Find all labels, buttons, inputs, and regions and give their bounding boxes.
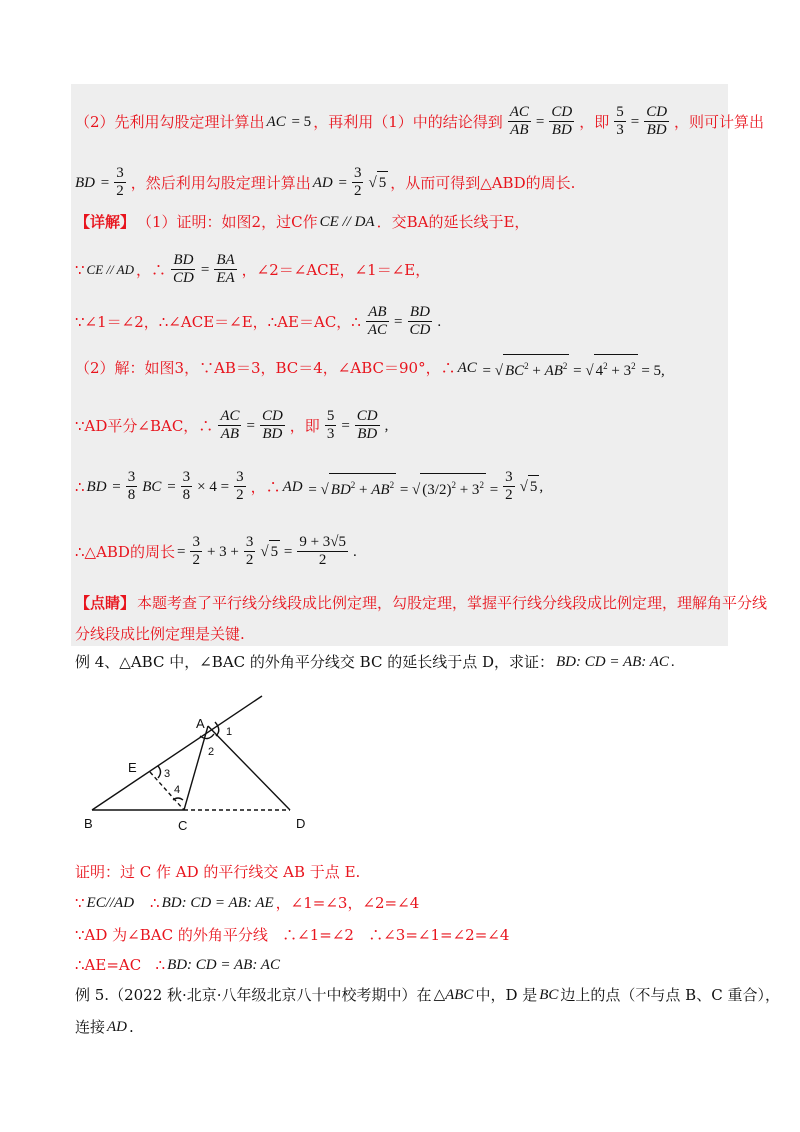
proof-line-4 xyxy=(75,954,280,976)
detail-line-5: ∵AD平分∠BAC，∴ $\frac{AC}{AB}$ = $\frac{CD}{BD}$ ，即 $\frac{5}{3}$ = $\frac{CD}{BD}$ , xyxy=(75,408,389,442)
analysis-text: ，然后利用勾股定理计算出 xyxy=(130,173,311,192)
detail-line-2: ∵ CE // AD ，∴ $\frac{BD}{CD}$ = $\frac{BA}{EA}$ ，∠2＝∠ACE，∠1＝∠E， xyxy=(75,252,431,286)
fraction-cd-bd: $\frac{CD}{BD}$ xyxy=(261,408,283,442)
detail-text: ．交BA的延长线于E， xyxy=(376,213,530,231)
proof-line-3 xyxy=(75,924,509,946)
example5-line-1 xyxy=(75,984,780,1006)
example5-text: 连接 xyxy=(75,1018,106,1036)
proof-text: ∴AE=AC ∴ xyxy=(75,956,166,974)
fraction-5-3: $\frac{5}{3}$ xyxy=(326,408,335,442)
example5-text: 中，D 是 xyxy=(475,986,538,1004)
detail-text: ∴△ABD的周长 xyxy=(75,542,175,561)
label-b: B xyxy=(84,816,93,831)
detail-text: （2）解：如图3，∵AB＝3，BC＝4，∠ABC＝90°，∴ xyxy=(75,359,456,377)
fraction-bd-cd: $\frac{BD}{CD}$ xyxy=(409,304,431,338)
fraction-ab-ac: $\frac{AB}{AC}$ xyxy=(367,304,388,338)
proof-text: ∴ xyxy=(150,894,160,912)
proof-formula: BD: CD = AB: AC xyxy=(167,957,280,973)
fraction-5-3: $\frac{5}{3}$ xyxy=(616,104,624,138)
review-line-1 xyxy=(75,592,767,614)
analysis-text: ，从而可得到△ABD的周长. xyxy=(390,173,576,192)
proof-line-2 xyxy=(75,892,419,914)
fraction-3-2: $\frac{3}{2}$ xyxy=(116,165,124,199)
detail-text: ∵AD平分∠BAC，∴ xyxy=(75,416,214,435)
analysis-line-1: （2）先利用勾股定理计算出 AC = 5 ，再利用（1）中的结论得到 $\frac{AC}{AB}$ = $\frac{CD}{BD}$ ，即 $\frac{5}{3}$ = $\frac{CD}{BD}$ ，则可计算出 xyxy=(75,104,765,138)
angle-label-2: 2 xyxy=(208,746,215,758)
proof-formula: EC//AD xyxy=(86,895,135,911)
detail-line-6: ∴ BD = $\frac{3}{8}$ BC = $\frac{3}{8}$ × 4 = $\frac{3}{2}$ ，∴ AD = √ $BD^2 + AB^2$ = √ $(3/2)^2 + 3^2$ = $\frac{3}{2}$ √ 5 , xyxy=(75,469,544,503)
detail-line-1: 【详解】 （1）证明：如图2，过C作 CE // DA ．交BA的延长线于E， xyxy=(75,213,530,231)
example4-text: 例 4、△ABC 中，∠BAC 的外角平分线交 BC 的延长线于点 D，求证： xyxy=(75,653,555,671)
geometry-figure xyxy=(70,682,330,842)
detail-text: ∵ xyxy=(75,260,85,279)
detail-heading: 【详解】 xyxy=(75,213,136,231)
angle-3-arc xyxy=(158,766,161,778)
analysis-text: ，再利用（1）中的结论得到 xyxy=(313,112,503,131)
label-a: A xyxy=(196,716,205,731)
detail-line-4: （2）解：如图3，∵AB＝3，BC＝4，∠ABC＝90°，∴ AC = √ $BC^2 + AB^2$ = √ $4^2 + 3^2 = 5$, xyxy=(75,354,665,382)
angle-label-3: 3 xyxy=(164,768,171,780)
fraction-cd-bd: $\frac{CD}{BD}$ xyxy=(356,408,378,442)
analysis-line-2: BD = $\frac{3}{2}$ ，然后利用勾股定理计算出 AD = $\frac{3}{2}$ √ 5 ，从而可得到△ABD的周长. xyxy=(75,165,576,199)
proof-text: ∵AD 为∠BAC 的外角平分线 ∴∠1=∠2 ∴∠3=∠1=∠2=∠4 xyxy=(75,926,510,944)
angle-label-1: 1 xyxy=(226,726,233,738)
example5-formula: BC xyxy=(539,987,559,1003)
proof-formula: BD: CD = AB: AE xyxy=(161,895,274,911)
segment-ad xyxy=(208,726,290,810)
example5-formula: AD xyxy=(107,1019,128,1035)
example4-formula: BD: CD = AB: AC xyxy=(556,654,669,670)
fraction-cd-bd-2: $\frac{CD}{BD}$ xyxy=(646,104,668,138)
detail-text: （1）证明：如图2，过C作 xyxy=(137,213,318,231)
label-c: C xyxy=(178,818,188,833)
detail-text: ∵∠1＝∠2，∴∠ACE＝∠E，∴AE＝AC，∴ xyxy=(75,312,361,331)
review-heading: 【点睛】 xyxy=(75,594,136,612)
detail-line-7: ∴△ABD的周长 = $\frac{3}{2}$ + 3 + $\frac{3}{2}$ √ 5 = $\frac{9 + 3√5}{2}$ . xyxy=(75,534,357,568)
detail-text: ，∴ xyxy=(135,260,166,279)
fraction-3-2: $\frac{3}{2}$ xyxy=(353,165,362,199)
detail-text: ，∴ xyxy=(250,477,281,496)
review-text: 本题考查了平行线分线段成比例定理，勾股定理，掌握平行线分线段成比例定理，理解角平分线 xyxy=(137,594,768,612)
proof-text: ，∠1=∠3，∠2=∠4 xyxy=(275,894,420,912)
example5-line-2 xyxy=(75,1016,134,1038)
fraction-ba-ea: $\frac{BA}{EA}$ xyxy=(216,252,235,286)
fraction-ac-ab: $\frac{AC}{AB}$ xyxy=(509,104,529,138)
detail-line-3: ∵∠1＝∠2，∴∠ACE＝∠E，∴AE＝AC，∴ $\frac{AB}{AC}$ = $\frac{BD}{CD}$ . xyxy=(75,304,442,338)
fraction-ac-ab: $\frac{AC}{AB}$ xyxy=(220,408,240,442)
analysis-text: ，即 xyxy=(579,112,610,131)
angle-4-arc xyxy=(173,798,183,800)
detail-text: ，∠2＝∠ACE，∠1＝∠E， xyxy=(241,260,431,279)
detail-text: ，即 xyxy=(289,416,320,435)
review-line-2 xyxy=(75,623,245,645)
proof-text: ∵ xyxy=(75,894,85,912)
proof-text: 证明：过 C 作 AD 的平行线交 AB 于点 E. xyxy=(75,863,361,881)
example5-text: 例 5.（2022 秋·北京·八年级北京八十中校考期中）在 xyxy=(75,986,432,1004)
example5-formula: △ABC xyxy=(433,987,474,1003)
review-text: 分线段成比例定理是关键. xyxy=(75,625,245,643)
formula-ac5: AC xyxy=(266,113,286,130)
detail-text: ∴ xyxy=(75,477,85,496)
angle-label-4: 4 xyxy=(174,784,181,796)
label-e: E xyxy=(128,760,137,775)
fraction-bd-cd: $\frac{BD}{CD}$ xyxy=(173,252,194,286)
label-d: D xyxy=(296,816,306,831)
example5-text: 边上的点（不与点 B、C 重合）， xyxy=(560,986,780,1004)
analysis-text: （2）先利用勾股定理计算出 xyxy=(75,112,265,131)
proof-line-1 xyxy=(75,861,360,883)
example4-statement: 例 4、△ABC 中，∠BAC 的外角平分线交 BC 的延长线于点 D，求证： BD: CD = AB: AC . xyxy=(75,653,675,671)
fraction-cd-bd: $\frac{CD}{BD}$ xyxy=(551,104,573,138)
analysis-text: ，则可计算出 xyxy=(674,112,765,131)
example5-text: . xyxy=(129,1018,134,1036)
